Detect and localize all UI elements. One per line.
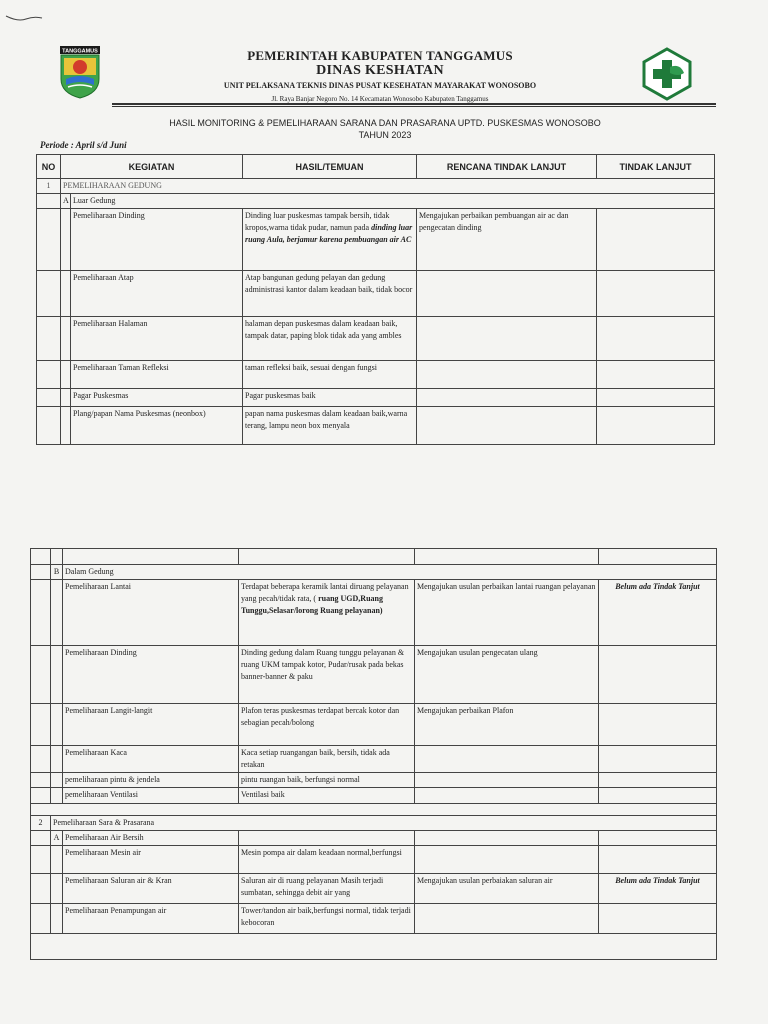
- table-row: [31, 788, 717, 804]
- kegiatan-cell: Pemeliharaan Taman Refleksi: [71, 361, 243, 389]
- kegiatan-cell: Pemeliharaan Halaman: [71, 317, 243, 361]
- table-row: [31, 773, 717, 788]
- table-row: [31, 746, 717, 773]
- tindak-cell: [597, 389, 715, 407]
- rencana-cell: [417, 317, 597, 361]
- kegiatan-cell: Pemeliharaan Kaca: [63, 746, 239, 773]
- table-row: [37, 271, 715, 317]
- subsection-row: [31, 565, 717, 580]
- tindak-cell: [599, 773, 717, 788]
- kegiatan-cell: Pagar Puskesmas: [71, 389, 243, 407]
- puskesmas-logo-icon: [640, 47, 694, 101]
- kegiatan-cell: pemeliharaan Ventilasi: [63, 788, 239, 804]
- subsection-label: Dalam Gedung: [63, 565, 717, 580]
- rencana-cell: [415, 773, 599, 788]
- kegiatan-cell: Pemeliharaan Langit-langit: [63, 704, 239, 746]
- monitoring-table-2: [30, 548, 717, 960]
- tindak-cell: Belum ada Tindak Tanjut: [599, 580, 717, 646]
- rencana-cell: [415, 846, 599, 874]
- tindak-cell: [597, 271, 715, 317]
- section-label: PEMELIHARAAN GEDUNG: [61, 179, 715, 194]
- gov-header-line3: UNIT PELAKSANA TEKNIS DINAS PUSAT KESEHATAN MAYARAKAT WONOSOBO: [223, 81, 537, 90]
- kegiatan-cell: Plang/papan Nama Puskesmas (neonbox): [71, 407, 243, 445]
- tindak-cell: [599, 746, 717, 773]
- gov-header-line1: PEMERINTAH KABUPATEN TANGGAMUS: [247, 48, 513, 63]
- rencana-cell: [417, 271, 597, 317]
- hasil-cell: Pagar puskesmas baik: [243, 389, 417, 407]
- rencana-cell: [417, 407, 597, 445]
- svg-text:TANGGAMUS: TANGGAMUS: [62, 48, 98, 55]
- hasil-cell: [239, 580, 415, 646]
- table-row: [31, 846, 717, 874]
- hasil-cell: Saluran air di ruang pelayanan Masih terjadi sumbatan, sehingga debit air yang: [239, 874, 415, 904]
- hasil-cell: papan nama puskesmas dalam keadaan baik,warna terang, lampu neon box menyala: [243, 407, 417, 445]
- tindak-cell: [599, 904, 717, 934]
- gov-header-address: Jl. Raya Banjar Negoro No. 14 Kecamatan Wonosobo Kabupaten Tanggamus: [271, 95, 489, 103]
- tindak-cell: [599, 846, 717, 874]
- hasil-emphasis: dinding luar ruang Aula, berjamur karena pembuangan air AC: [245, 223, 413, 244]
- kegiatan-cell: Pemeliharaan Dinding: [63, 646, 239, 704]
- blank-row: [31, 804, 717, 816]
- tindak-cell: [599, 788, 717, 804]
- col-header-hasil: HASIL/TEMUAN: [243, 155, 417, 179]
- document-year: TAHUN 2023: [358, 130, 412, 140]
- blank-row: [31, 549, 717, 565]
- kegiatan-cell: Pemeliharaan Lantai: [63, 580, 239, 646]
- hasil-cell: pintu ruangan baik, berfungsi normal: [239, 773, 415, 788]
- table-row: [31, 580, 717, 646]
- col-header-no: NO: [37, 155, 61, 179]
- subsection-letter: A: [51, 831, 63, 846]
- rencana-cell: Mengajukan usulan perbaiakan saluran air: [415, 874, 599, 904]
- subsection-row: [31, 831, 717, 846]
- rencana-cell: Mengajukan usulan pengecatan ulang: [415, 646, 599, 704]
- rencana-cell: [415, 904, 599, 934]
- hasil-cell: [243, 209, 417, 271]
- header-divider-thin: [112, 106, 716, 107]
- table-header-row: [37, 155, 715, 179]
- section-row: [37, 179, 715, 194]
- col-header-kegiatan: KEGIATAN: [61, 155, 243, 179]
- rencana-cell: Mengajukan usulan perbaikan lantai ruangan pelayanan: [415, 580, 599, 646]
- hasil-emphasis: ruang UGD,Ruang Tunggu,Selasar/lorong Ruang pelayanan): [241, 594, 383, 615]
- tindak-cell: [597, 361, 715, 389]
- kegiatan-cell: Pemeliharaan Saluran air & Kran: [63, 874, 239, 904]
- hasil-cell: taman refleksi baik, sesuai dengan fungsi: [243, 361, 417, 389]
- header-divider: [112, 103, 716, 105]
- document-title: HASIL MONITORING & PEMELIHARAAN SARANA DAN PRASARANA UPTD. PUSKESMAS WONOSOBO: [169, 118, 601, 128]
- table-row: [31, 904, 717, 934]
- rencana-cell: [415, 746, 599, 773]
- hasil-cell: Ventilasi baik: [239, 788, 415, 804]
- tindak-cell: [597, 407, 715, 445]
- subsection-letter: B: [51, 565, 63, 580]
- table-row: [37, 407, 715, 445]
- subsection-row: [37, 194, 715, 209]
- hasil-text: Terdapat beberapa keramik lantai diruang pelayanan yang pecah/tidak rata, (: [241, 582, 409, 603]
- col-header-tindak: TINDAK LANJUT: [597, 155, 715, 179]
- rencana-cell: Mengajukan perbaikan Plafon: [415, 704, 599, 746]
- table-row: [37, 317, 715, 361]
- kegiatan-cell: pemeliharaan pintu & jendela: [63, 773, 239, 788]
- section-number: 2: [31, 816, 51, 831]
- tindak-cell: Belum ada Tindak Tanjut: [599, 874, 717, 904]
- col-header-rencana: RENCANA TINDAK LANJUT: [417, 155, 597, 179]
- hasil-text: Dinding luar puskesmas tampak bersih, tidak kropos,warna tidak pudar, namun pada: [245, 211, 390, 232]
- table-row: [31, 874, 717, 904]
- table-row: [31, 704, 717, 746]
- section-number: 1: [37, 179, 61, 194]
- pen-mark: [4, 10, 44, 24]
- blank-row: [31, 934, 717, 960]
- hasil-cell: Dinding gedung dalam Ruang tunggu pelayanan & ruang UKM tampak kotor, Pudar/rusak pada bekas banner-banner & paku: [239, 646, 415, 704]
- section-row: [31, 816, 717, 831]
- hasil-cell: Mesin pompa air dalam keadaan normal,berfungsi: [239, 846, 415, 874]
- table-row: [37, 209, 715, 271]
- kegiatan-cell: Pemeliharaan Dinding: [71, 209, 243, 271]
- hasil-cell: Plafon teras puskesmas terdapat bercak kotor dan sebagian pecah/bolong: [239, 704, 415, 746]
- hasil-cell: Atap bangunan gedung pelayan dan gedung administrasi kantor dalam keadaan baik, tidak bocor: [243, 271, 417, 317]
- period-label: Periode : April s/d Juni: [40, 140, 127, 150]
- table-row: [37, 361, 715, 389]
- subsection-letter: A: [61, 194, 71, 209]
- kegiatan-cell: Pemeliharaan Mesin air: [63, 846, 239, 874]
- tindak-cell: [599, 646, 717, 704]
- tindak-cell: [599, 704, 717, 746]
- subsection-label: Luar Gedung: [71, 194, 715, 209]
- tindak-cell: [597, 209, 715, 271]
- table-row: [31, 646, 717, 704]
- tanggamus-logo-icon: [58, 45, 102, 99]
- hasil-cell: halaman depan puskesmas dalam keadaan baik, tampak datar, paping blok tidak ada yang ambles: [243, 317, 417, 361]
- hasil-cell: Kaca setiap ruangangan baik, bersih, tidak ada retakan: [239, 746, 415, 773]
- subsection-label: Pemeliharaan Air Bersih: [63, 831, 239, 846]
- rencana-cell: [415, 788, 599, 804]
- kegiatan-cell: Pemeliharaan Penampungan air: [63, 904, 239, 934]
- rencana-cell: Mengajukan perbaikan pembuangan air ac dan pengecatan dinding: [417, 209, 597, 271]
- hasil-cell: Tower/tandon air baik,berfungsi normal, tidak terjadi kebocoran: [239, 904, 415, 934]
- tindak-cell: [597, 317, 715, 361]
- rencana-cell: [417, 361, 597, 389]
- section-label: Pemeliharaan Sara & Prasarana: [51, 816, 717, 831]
- gov-header-line2: DINAS KESHATAN: [316, 63, 444, 78]
- rencana-cell: [417, 389, 597, 407]
- table-row: [37, 389, 715, 407]
- monitoring-table-1: [36, 154, 715, 445]
- kegiatan-cell: Pemeliharaan Atap: [71, 271, 243, 317]
